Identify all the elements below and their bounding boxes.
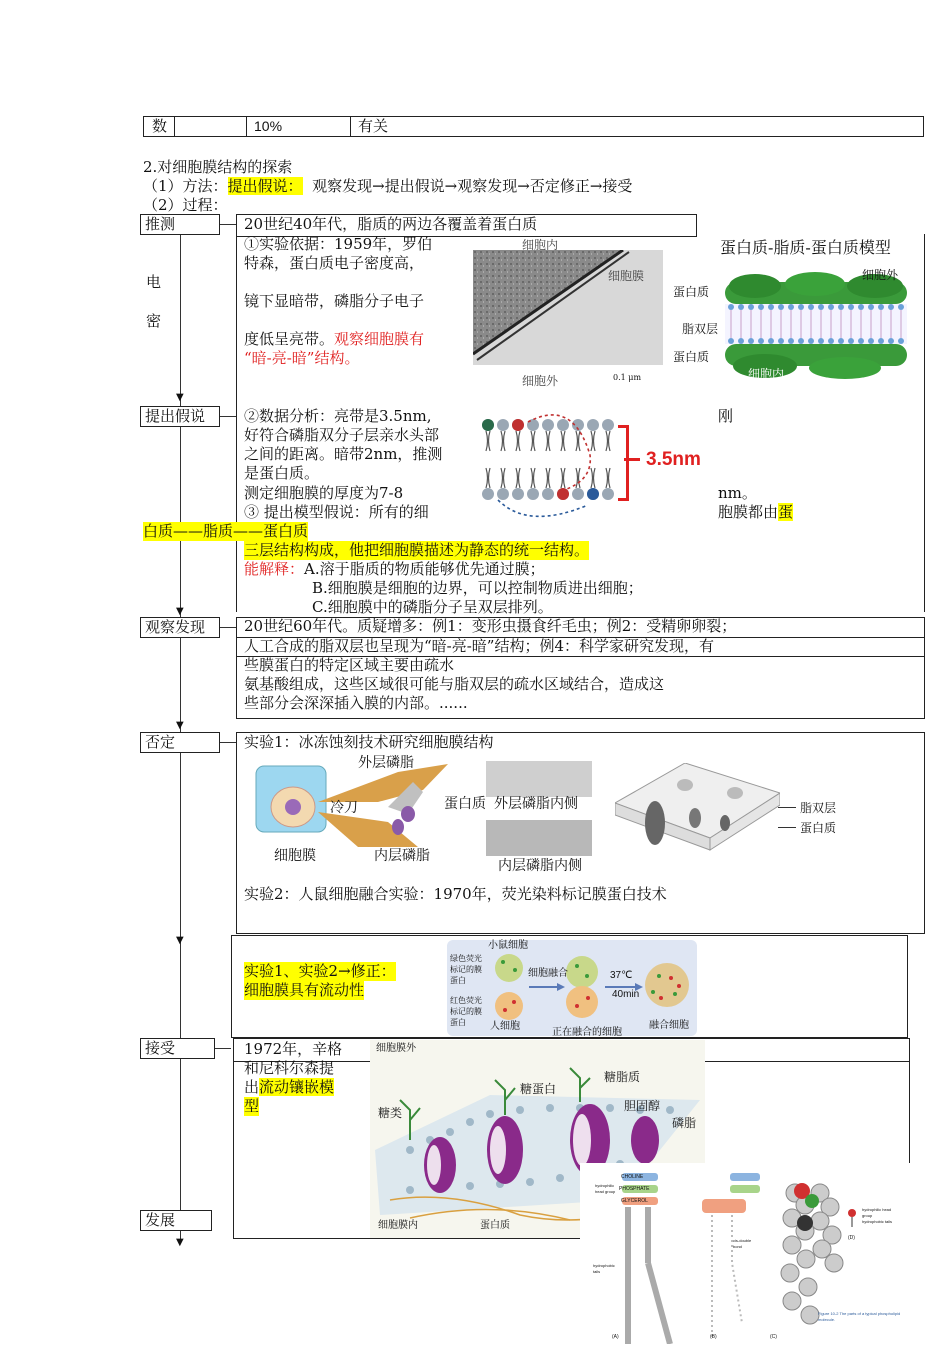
guess-text: 20世纪40年代，脂质的两边各覆盖着蛋白质: [244, 215, 538, 233]
analysis-line: 之间的距离。暗带2nm，推测: [244, 445, 443, 463]
section-title: 2.对细胞膜结构的探索: [143, 158, 293, 176]
analysis-line: ③ 提出模型假说：所有的细: [244, 503, 429, 521]
phospho-c: (C): [770, 1334, 777, 1340]
explain-line-c: C.细胞膜中的磷脂分子呈双层排列。: [312, 598, 553, 616]
freeze-bilayer: 脂双层: [800, 801, 837, 815]
analysis-line: 测定细胞膜的厚度为7-8: [244, 484, 404, 502]
thickness-bracket: [618, 425, 629, 501]
fluid-inside: 细胞膜内: [378, 1220, 418, 1231]
phospho-tails-d: hydrophobic tails: [862, 1219, 893, 1224]
phospho-tails: hydrophobic tails: [593, 1263, 615, 1274]
fusion-time: 40min: [612, 989, 640, 1000]
em-label-right: 细胞膜: [608, 269, 645, 283]
em-inner-inner-side: [486, 820, 592, 856]
fix-line-1: 实验1、实验2→修正：: [244, 962, 396, 980]
observe-line: 氨基酸组成，这些区域很可能与脂双层的疏水区域结合，造成这: [244, 675, 665, 693]
thickness-label: 3.5nm: [646, 449, 701, 470]
arrow-3: ▼: [176, 720, 184, 731]
em-outer-inner-side: [486, 761, 592, 797]
arrow-1: ▼: [176, 392, 184, 403]
stage-negate: 否定: [140, 732, 220, 753]
exp-basis-line: ①实验依据：1959年，罗伯: [244, 235, 433, 253]
observe-line: 20世纪60年代。质疑增多：例1：变形虫摄食纤毛虫；例2：受精卵卵裂；: [244, 617, 737, 635]
fluid-glycoprotein: 糖蛋白: [520, 1082, 557, 1096]
table-cell-1: 数: [152, 117, 168, 135]
em-scale: 0.1 μm: [613, 373, 642, 382]
fluid-cholesterol: 胆固醇: [624, 1099, 661, 1113]
phospho-head: hydrophilic head group: [595, 1183, 616, 1194]
process-label: （2）过程：: [143, 196, 228, 214]
phospho-head-d: hydrophilic head group: [862, 1207, 892, 1218]
exp2-title: 实验2：人鼠细胞融合实验：1970年，荧光染料标记膜蛋白技术: [244, 885, 667, 903]
model-title: 蛋白质-脂质-蛋白质模型: [720, 238, 891, 257]
stage-hypothesis: 提出假说: [140, 406, 220, 427]
phospho-caption: Figure 10-2 The parts of a typical phospholipid molecule.: [818, 1311, 901, 1322]
fluid-sugar: 糖类: [378, 1106, 403, 1120]
freeze-knife: 冷刀: [330, 800, 358, 816]
fusion-red-label: 红色荧光 标记的膜 蛋白: [450, 996, 482, 1027]
sandwich-model: [725, 272, 907, 380]
model-protein-top: 蛋白质: [673, 285, 710, 299]
stage-develop: 发展: [140, 1210, 212, 1231]
fusion-human: 人细胞: [490, 1021, 520, 1032]
freeze-outer: 外层磷脂: [358, 755, 414, 771]
thickness-tick: [624, 458, 640, 461]
exp-basis-red: “暗-亮-暗”结构。: [244, 349, 360, 367]
model-inside: 细胞内: [748, 367, 785, 381]
freeze-bilayer-figure: [615, 763, 780, 863]
exp-basis-line: 度低呈亮带。观察细胞膜有: [244, 330, 425, 348]
fluid-phospholipid: 磷脂: [672, 1116, 697, 1130]
explain-line-b: B.细胞膜是细胞的边界，可以控制物质进出细胞；: [312, 579, 643, 597]
phospho-a: (A): [612, 1334, 619, 1340]
phospho-d: (D): [848, 1235, 855, 1241]
fluid-glycolipid: 糖脂质: [604, 1070, 641, 1084]
fusion-mouse: 小鼠细胞: [488, 940, 528, 951]
fluid-protein: 蛋白质: [480, 1220, 510, 1231]
model-line-2: 三层结构构成，他把细胞膜描述为静态的统一结构。: [244, 541, 590, 559]
analysis-line: ②数据分析：亮带是3.5nm,: [244, 407, 432, 425]
observe-line: 人工合成的脂双层也呈现为“暗-亮-暗”结构；例4：科学家研究发现，有: [244, 637, 715, 655]
fluid-outside: 细胞膜外: [376, 1043, 416, 1054]
top-table: [143, 116, 924, 137]
stage-accept: 接受: [140, 1038, 215, 1059]
observe-line: 些膜蛋白的特定区域主要由疏水: [244, 656, 455, 674]
exp-basis-line: 特森，蛋白质电子密度高，: [244, 254, 425, 272]
arrow-5: ▼: [176, 1237, 184, 1248]
model-protein-bottom: 蛋白质: [673, 350, 710, 364]
fusion-fuse: 细胞融合: [528, 968, 568, 979]
stage-guess: 推测: [140, 214, 220, 235]
accept-line: 型: [244, 1097, 260, 1115]
phospho-glycerol: GLYCEROL: [621, 1198, 648, 1204]
label-inner-inner-side: 内层磷脂内侧: [498, 858, 582, 874]
arrow-4: ▼: [176, 935, 184, 946]
accept-line: 和尼科尔森提: [244, 1059, 335, 1077]
arrow-2: ▼: [176, 606, 184, 617]
em-label-bottom: 细胞外: [522, 374, 559, 388]
accept-line: 1972年，辛格: [244, 1040, 343, 1058]
model-outside: 细胞外: [862, 268, 899, 282]
freeze-protein-2: 蛋白质: [800, 821, 837, 835]
phospho-choline: CHOLINE: [621, 1174, 644, 1180]
fusion-green-label: 绿色荧光 标记的膜 蛋白: [450, 954, 482, 985]
analysis-line: 是蛋白质。: [244, 464, 320, 482]
freeze-membrane: 细胞膜: [274, 848, 316, 864]
table-cell-4: 有关: [358, 117, 389, 135]
fragment-membrane: 胞膜都由蛋: [718, 503, 794, 521]
fusion-temp: 37℃: [610, 970, 633, 981]
fragment-nm: nm。: [718, 484, 757, 502]
phospho-b: (B): [710, 1334, 717, 1340]
model-line-1: 白质——脂质——蛋白质: [143, 522, 309, 540]
stage-observe: 观察发现: [140, 617, 220, 638]
side-char-1: 电: [146, 273, 162, 291]
analysis-line: 好符合磷脂双分子层亲水头部: [244, 426, 440, 444]
phospho-phosphate: PHOSPHATE: [619, 1186, 650, 1192]
side-char-2: 密: [146, 312, 162, 330]
explain-line-a: 能解释：A.溶于脂质的物质能够优先通过膜；: [244, 560, 545, 578]
table-cell-3: 10%: [254, 118, 283, 134]
observe-line: 些部分会深深插入膜的内部。......: [244, 694, 468, 712]
bilayer-diagram: [478, 410, 618, 524]
fusion-fusing: 正在融合的细胞: [552, 1027, 622, 1038]
freeze-protein: 蛋白质: [444, 796, 486, 812]
accept-line: 出流动镶嵌模: [244, 1078, 335, 1096]
method-line: （1）方法：提出假说： 观察发现→提出假说→观察发现→否定修正→接受: [143, 177, 633, 195]
freeze-inner: 内层磷脂: [374, 848, 430, 864]
label-outer-inner-side: 外层磷脂内侧: [494, 796, 578, 812]
fusion-fused: 融合细胞: [649, 1020, 689, 1031]
fragment-gang: 刚: [718, 407, 734, 425]
em-label-top: 细胞内: [522, 238, 559, 252]
model-bilayer: 脂双层: [682, 322, 719, 336]
exp-basis-line: 镜下显暗带，磷脂分子电子: [244, 292, 425, 310]
phospho-cis: cis-double bond: [733, 1238, 752, 1249]
fix-line-2: 细胞膜具有流动性: [244, 981, 365, 999]
exp1-title: 实验1：冰冻蚀刻技术研究细胞膜结构: [244, 733, 494, 751]
